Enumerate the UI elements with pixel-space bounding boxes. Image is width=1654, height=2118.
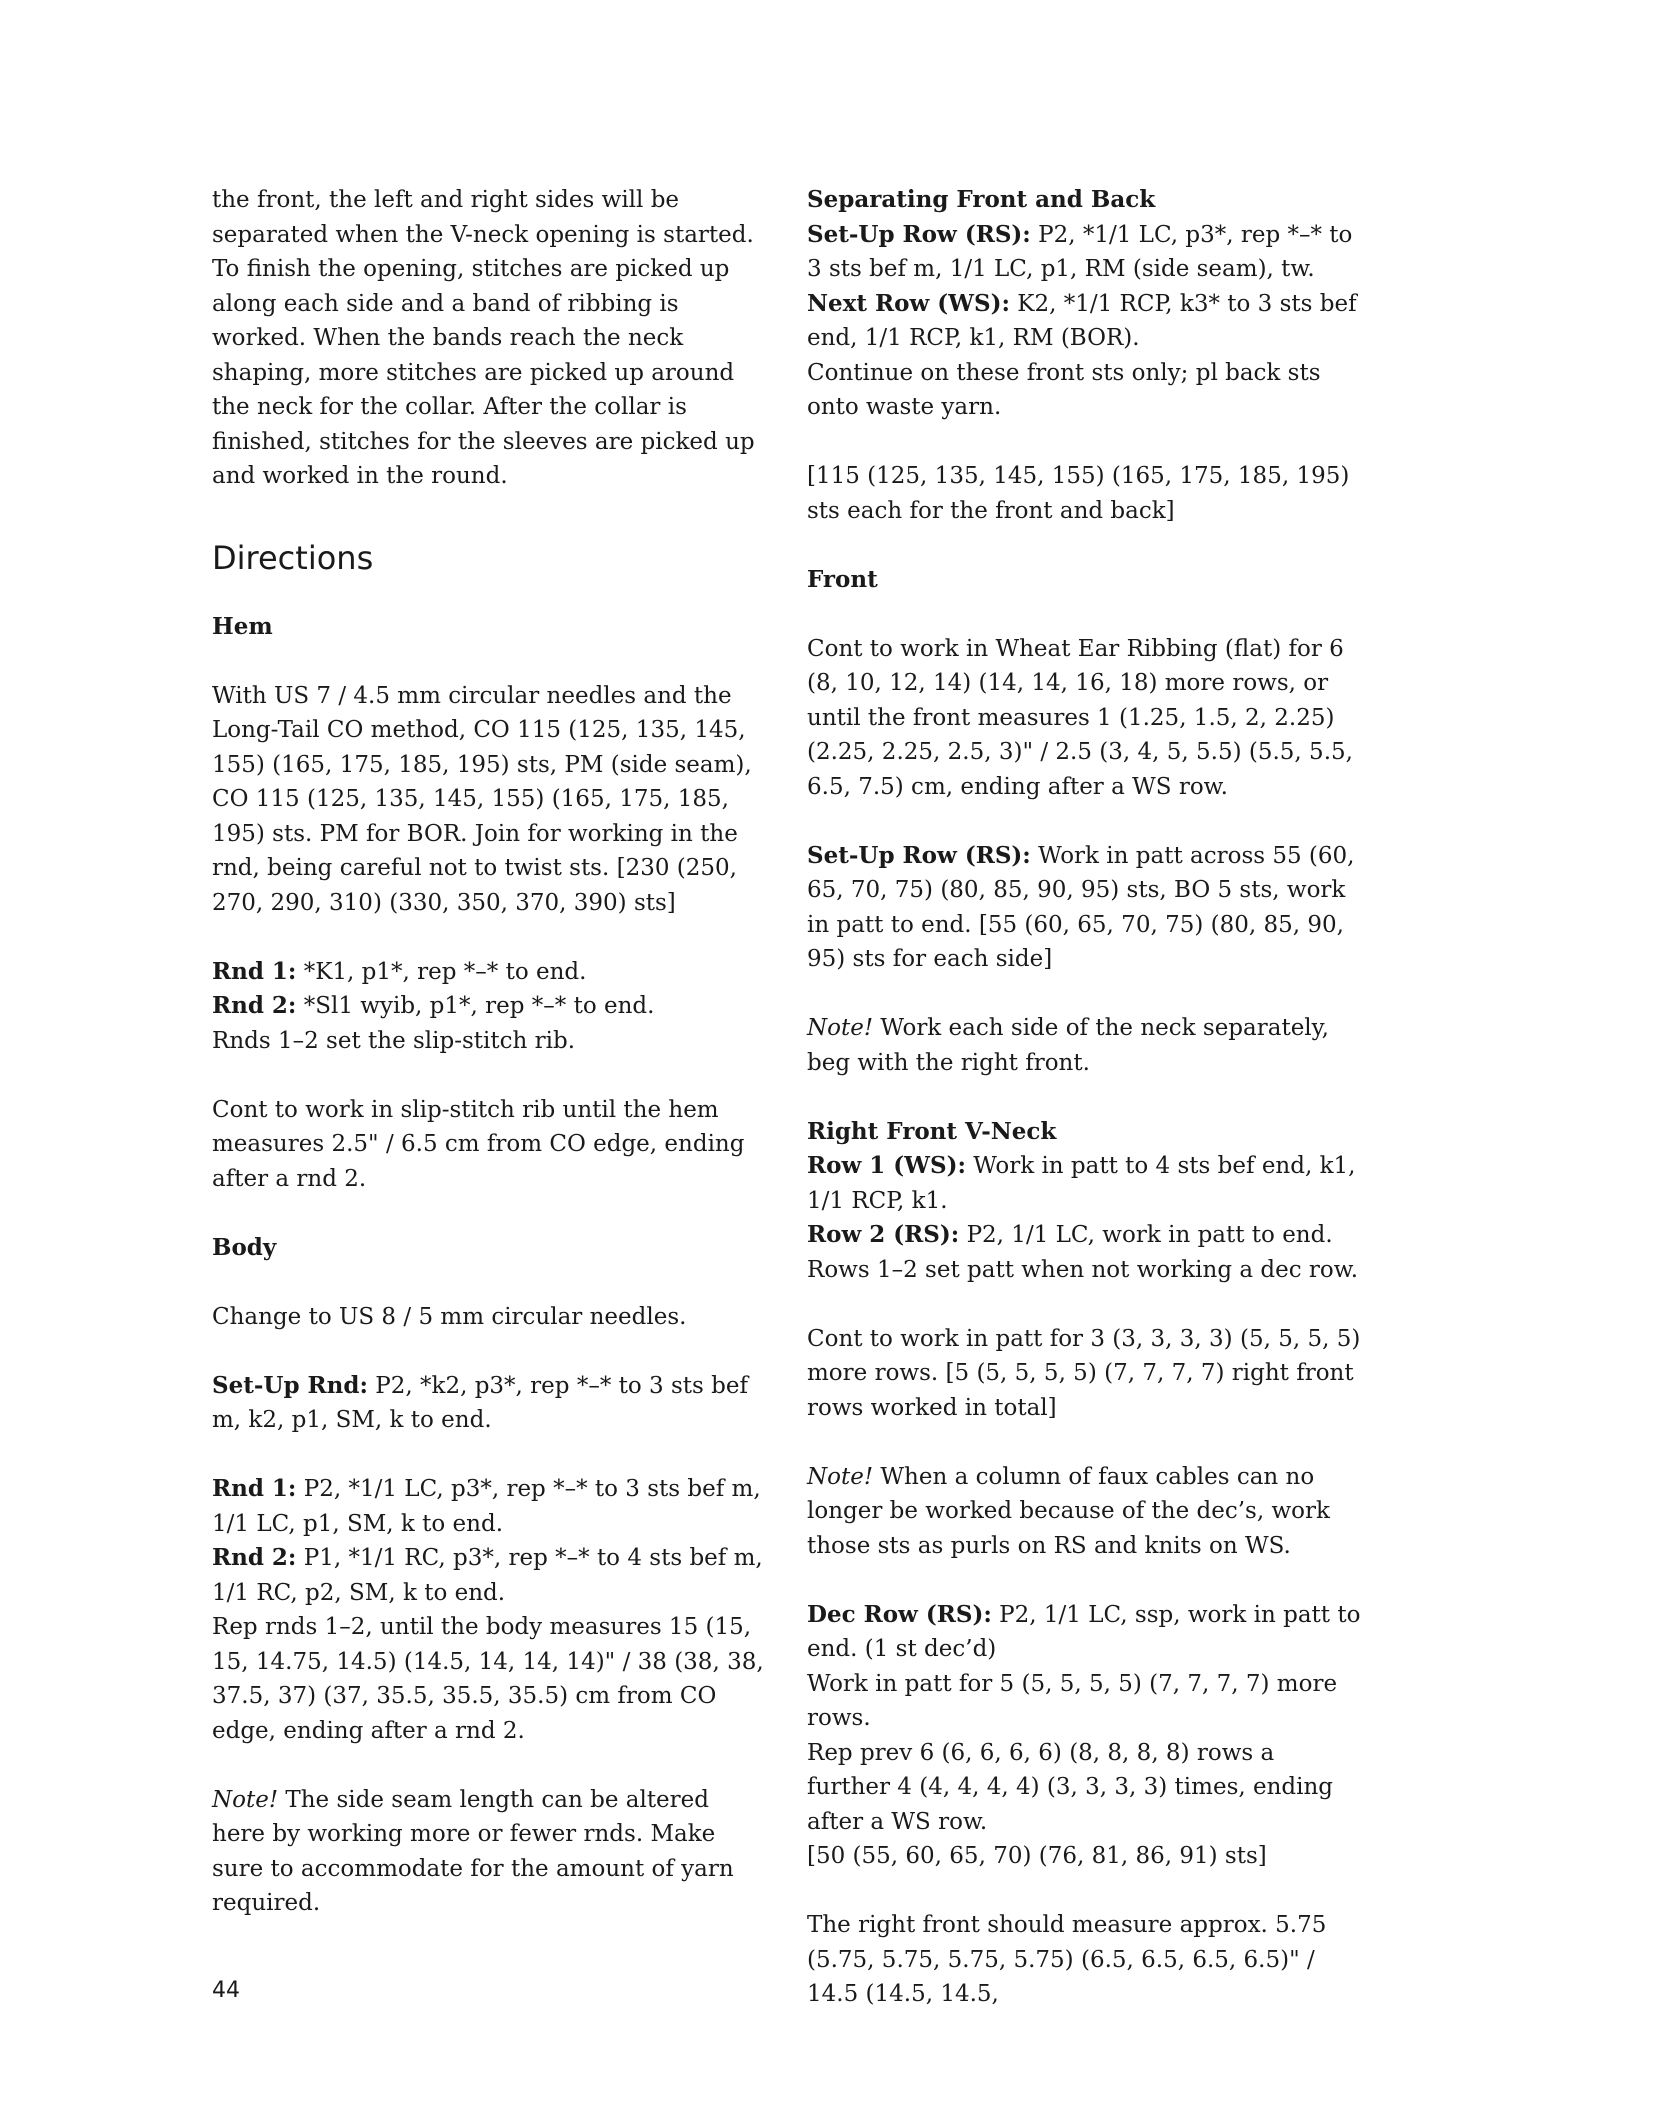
separating-setup-row	[807, 218, 1362, 287]
vneck-row-2-text: P2, 1/1 LC, work in patt to end.	[959, 1222, 1333, 1248]
hem-heading: Hem	[212, 612, 273, 640]
separating-next-row	[807, 287, 1362, 356]
stitch-count-front-back: [115 (125, 135, 145, 155) (165, 175, 185, 195) sts each for the front and back]	[807, 463, 1350, 524]
front-note-text: Work each side of the neck separately, beg with the right front.	[807, 1015, 1329, 1076]
repeat-previous: Rep prev 6 (6, 6, 6, 6) (8, 8, 8, 8) rows a further 4 (4, 4, 4, 4) (3, 3, 3, 3) times, ending after a WS row.	[807, 1739, 1334, 1835]
front-setup-row-label: Set-Up Row (RS):	[807, 841, 1031, 869]
directions-title: Directions	[212, 538, 374, 577]
body-setup-rnd-text: P2, *k2, p3*, rep *–* to 3 sts bef m, k2, p1, SM, k to end.	[212, 1372, 748, 1433]
body-setup-rnd	[212, 1369, 767, 1438]
right-front-measure: The right front should measure approx. 5.75 (5.75, 5.75, 5.75, 5.75) (6.5, 6.5, 6.5, 6.5)" / 14.5 (14.5, 14.5,	[807, 1912, 1327, 2007]
intro-paragraph: the front, the left and right sides will be separated when the V-neck opening is started. To finish the opening, stitches are picked up along each side and a band of ribbing is worked. When the bands reach the neck shaping, more stitches are picked up around the neck for the collar. After the collar is finished, stitches for the sleeves are picked up and worked in the round.	[212, 187, 755, 489]
body-setup-rnd-label: Set-Up Rnd:	[212, 1371, 368, 1399]
separating-next-row-label: Next Row (WS):	[807, 289, 1010, 317]
separating-heading: Separating Front and Back	[807, 186, 1156, 213]
front-continue-paragraph: Cont to work in Wheat Ear Ribbing (flat) for 6 (8, 10, 12, 14) (14, 14, 16, 18) more rows, or until the front measures 1 (1.25, 1.5, 2, 2.25) (2.25, 2.25, 2.5, 3)" / 2.5 (3, 4, 5, 5.5) (5.5, 5.5, 6.5, 7.5) cm, ending after a WS row.	[807, 635, 1353, 800]
body-rnd-2-text: P1, *1/1 RC, p3*, rep *–* to 4 sts bef m, 1/1 RC, p2, SM, k to end.	[212, 1545, 763, 1606]
vneck-row-1	[807, 1149, 1362, 1218]
front-heading: Front	[807, 565, 878, 593]
body-note-label: Note!	[212, 1786, 279, 1813]
body-change-needles: Change to US 8 / 5 mm circular needles.	[212, 1303, 687, 1330]
hem-continue-paragraph: Cont to work in slip-stitch rib until the hem measures 2.5" / 6.5 cm from CO edge, ending after a rnd 2.	[212, 1096, 745, 1192]
vneck-row-1-label: Row 1 (WS):	[807, 1152, 966, 1179]
body-rnd-1-label: Rnd 1:	[212, 1475, 297, 1502]
vneck-note-label: Note!	[807, 1463, 874, 1490]
vneck-row-1-text: Work in patt to 4 sts bef end, k1, 1/1 RCP, k1.	[807, 1153, 1356, 1214]
right-front-vneck-heading: Right Front V-Neck	[807, 1117, 1057, 1145]
separating-continue: Continue on these front sts only; pl back sts onto waste yarn.	[807, 359, 1321, 420]
hem-rnd-1-label: Rnd 1:	[212, 957, 297, 985]
hem-rnd-2-text: *Sl1 wyib, p1*, rep *–* to end.	[296, 993, 655, 1019]
separating-next-row-text: K2, *1/1 RCP, k3* to 3 sts bef end, 1/1 RCP, k1, RM (BOR).	[807, 290, 1357, 351]
front-setup-row	[807, 839, 1362, 977]
hem-rnd-1	[212, 955, 767, 990]
right-column	[807, 183, 1362, 2012]
page-number: 44	[212, 1978, 240, 2003]
body-note-text: The side seam length can be altered here by working more or fewer rnds. Make sure to accommodate for the amount of yarn required.	[212, 1786, 734, 1916]
front-note	[807, 1011, 1362, 1080]
vneck-row-2	[807, 1218, 1362, 1253]
body-rnd-1	[212, 1472, 767, 1541]
dec-row	[807, 1598, 1362, 1667]
body-rnd-2	[212, 1541, 767, 1610]
hem-rnd-2-label: Rnd 2:	[212, 992, 297, 1019]
hem-rnd-2	[212, 989, 767, 1024]
body-rnd-2-label: Rnd 2:	[212, 1544, 297, 1571]
vneck-row-2-label: Row 2 (RS):	[807, 1221, 960, 1248]
vneck-continue-paragraph: Cont to work in patt for 3 (3, 3, 3, 3) (5, 5, 5, 5) more rows. [5 (5, 5, 5, 5) (7, 7, 7, 7) right front rows worked in total]	[807, 1325, 1361, 1421]
front-note-label: Note!	[807, 1015, 874, 1041]
vneck-rows-set: Rows 1–2 set patt when not working a dec row.	[807, 1256, 1359, 1283]
front-setup-row-text: Work in patt across 55 (60, 65, 70, 75) (80, 85, 90, 95) sts, BO 5 sts, work in patt to end. [55 (60, 65, 70, 75) (80, 85, 90, 95) sts for each side]	[807, 842, 1355, 972]
body-note	[212, 1783, 767, 1921]
hem-rnd-1-text: *K1, p1*, rep *–* to end.	[296, 958, 587, 985]
dec-row-text: P2, 1/1 LC, ssp, work in patt to end. (1 st dec’d)	[807, 1601, 1361, 1662]
body-repeat: Rep rnds 1–2, until the body measures 15 (15, 15, 14.75, 14.5) (14.5, 14, 14, 14)" / 38 (38, 38, 37.5, 37) (37, 35.5, 35.5, 35.5) cm from CO edge, ending after a rnd 2.	[212, 1614, 764, 1744]
separating-setup-row-label: Set-Up Row (RS):	[807, 220, 1031, 248]
stitch-count-after-dec: [50 (55, 60, 65, 70) (76, 81, 86, 91) sts]	[807, 1843, 1267, 1869]
separating-setup-row-text: P2, *1/1 LC, p3*, rep *–* to 3 sts bef m, 1/1 LC, p1, RM (side seam), tw.	[807, 221, 1353, 282]
vneck-note-text: When a column of faux cables can no longer be worked because of the dec’s, work those sts as purls on RS and knits on WS.	[807, 1463, 1330, 1559]
work-patt: Work in patt for 5 (5, 5, 5, 5) (7, 7, 7, 7) more rows.	[807, 1670, 1338, 1731]
body-rnd-1-text: P2, *1/1 LC, p3*, rep *–* to 3 sts bef m, 1/1 LC, p1, SM, k to end.	[212, 1476, 761, 1537]
vneck-note	[807, 1460, 1362, 1564]
dec-row-label: Dec Row (RS):	[807, 1600, 992, 1628]
body-heading: Body	[212, 1233, 277, 1261]
hem-cast-on-paragraph: With US 7 / 4.5 mm circular needles and the Long-Tail CO method, CO 115 (125, 135, 145, 155) (165, 175, 185, 195) sts, PM (side seam), CO 115 (125, 135, 145, 155) (165, 175, 185, 195) sts. PM for BOR. Join for working in the rnd, being careful not to twist sts. [230 (250, 270, 290, 310) (330, 350, 370, 390) sts]	[212, 682, 752, 916]
hem-rnds-set: Rnds 1–2 set the slip-stitch rib.	[212, 1027, 576, 1054]
left-column	[212, 183, 767, 1921]
